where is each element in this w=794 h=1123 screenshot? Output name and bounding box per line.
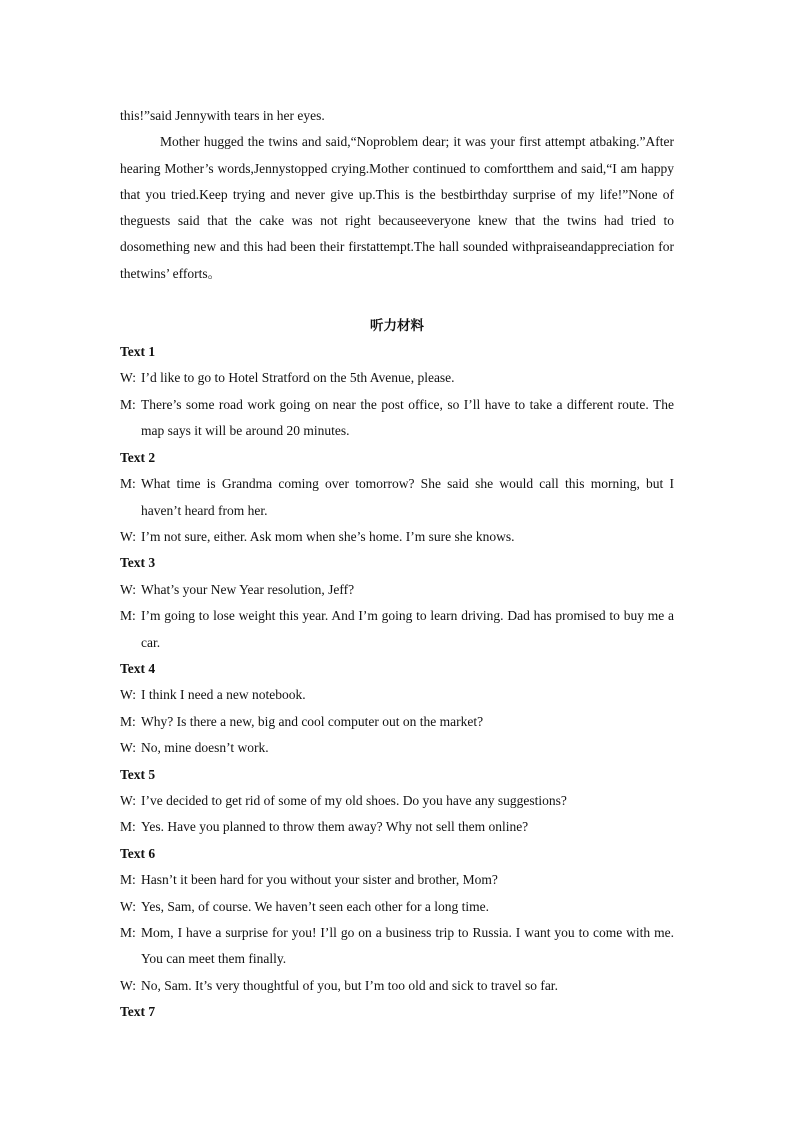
speaker-label: M:: [120, 872, 136, 888]
speaker-label: M:: [120, 608, 136, 624]
utterance: There’s some road work going on near the post office, so I’ll have to take a different route. The map says it will be around 20 minutes.: [141, 396, 674, 439]
utterance: No, Sam. It’s very thoughtful of you, but I’m too old and sick to travel so far.: [141, 977, 558, 993]
utterance: Yes, Sam, of course. We haven’t seen each other for a long time.: [141, 898, 489, 914]
transcript-text-3: [120, 550, 674, 656]
text-label: Text 2: [120, 449, 156, 465]
dialogue-line: [120, 471, 674, 524]
transcript-text-4: [120, 656, 674, 762]
speaker-label: M:: [120, 819, 136, 835]
dialogue-line: [120, 709, 674, 735]
dialogue-line: [120, 973, 674, 999]
speaker-label: W:: [120, 687, 136, 703]
speaker-label: M:: [120, 713, 136, 729]
dialogue-line: [120, 788, 674, 814]
utterance: I’ve decided to get rid of some of my old shoes. Do you have any suggestions?: [141, 792, 567, 808]
dialogue-line: [120, 365, 674, 391]
text-label: Text 4: [120, 660, 156, 676]
dialogue-line: [120, 735, 674, 761]
dialogue-line: [120, 577, 674, 603]
speaker-label: W:: [120, 898, 136, 914]
text-label: Text 5: [120, 766, 156, 782]
utterance: I’m not sure, either. Ask mom when she’s home. I’m sure she knows.: [141, 528, 515, 544]
text-label: Text 7: [120, 1004, 156, 1020]
transcript-text-6: [120, 841, 674, 999]
utterance: What’s your New Year resolution, Jeff?: [141, 581, 355, 597]
text-label: Text 3: [120, 555, 156, 571]
speaker-label: W:: [120, 528, 136, 544]
utterance: Yes. Have you planned to throw them away? Why not sell them online?: [141, 819, 529, 835]
text-label: Text 1: [120, 344, 156, 360]
text-label: Text 6: [120, 845, 156, 861]
utterance: I’d like to go to Hotel Stratford on the 5th Avenue, please.: [141, 370, 455, 386]
speaker-label: W:: [120, 740, 136, 756]
speaker-label: W:: [120, 977, 136, 993]
story-paragraph: Mother hugged the twins and said,“Noproblem dear; it was your first attempt atbaking.”After hearing Mother’s words,Jennystopped crying.Mother continued to comfortthem and said,“I am happy that you tried.Keep trying and never give up.This is the bestbirthday surprise of my life!”None of theguests said that the cake was not right becauseeveryone knew that the twins had tried to dosomething new and this had been their firstattempt.The hall sounded withpraiseandappreciation for thetwins’ efforts。: [120, 134, 674, 281]
transcript-text-2: [120, 445, 674, 551]
utterance: No, mine doesn’t work.: [141, 740, 269, 756]
speaker-label: W:: [120, 370, 136, 386]
dialogue-line: [120, 867, 674, 893]
dialogue-line: [120, 392, 674, 445]
speaker-label: W:: [120, 792, 136, 808]
transcript-text-5: [120, 762, 674, 841]
speaker-label: M:: [120, 476, 136, 492]
dialogue-line: [120, 524, 674, 550]
story-passage: [120, 103, 674, 287]
speaker-label: M:: [120, 925, 136, 941]
speaker-label: M:: [120, 396, 136, 412]
dialogue-line: [120, 894, 674, 920]
dialogue-line: [120, 814, 674, 840]
transcript-text-1: [120, 339, 674, 445]
transcript-text-7: [120, 999, 674, 1025]
dialogue-line: [120, 682, 674, 708]
section-title: 听力材料: [370, 318, 424, 334]
dialogue-line: [120, 920, 674, 973]
dialogue-line: [120, 603, 674, 656]
utterance: Mom, I have a surprise for you! I’ll go on a business trip to Russia. I want you to come with me. You can meet them finally.: [141, 925, 674, 967]
utterance: Why? Is there a new, big and cool computer out on the market?: [141, 713, 484, 729]
utterance: Hasn’t it been hard for you without your sister and brother, Mom?: [141, 872, 498, 888]
page-content: [120, 103, 674, 1026]
speaker-label: W:: [120, 581, 136, 597]
utterance: I think I need a new notebook.: [141, 687, 306, 703]
story-line: this!”said Jennywith tears in her eyes.: [120, 108, 325, 123]
utterance: What time is Grandma coming over tomorrow? She said she would call this morning, but I haven’t heard from her.: [141, 476, 674, 518]
transcript-list: [120, 339, 674, 1026]
utterance: I’m going to lose weight this year. And I’m going to learn driving. Dad has promised to buy me a car.: [141, 608, 674, 650]
